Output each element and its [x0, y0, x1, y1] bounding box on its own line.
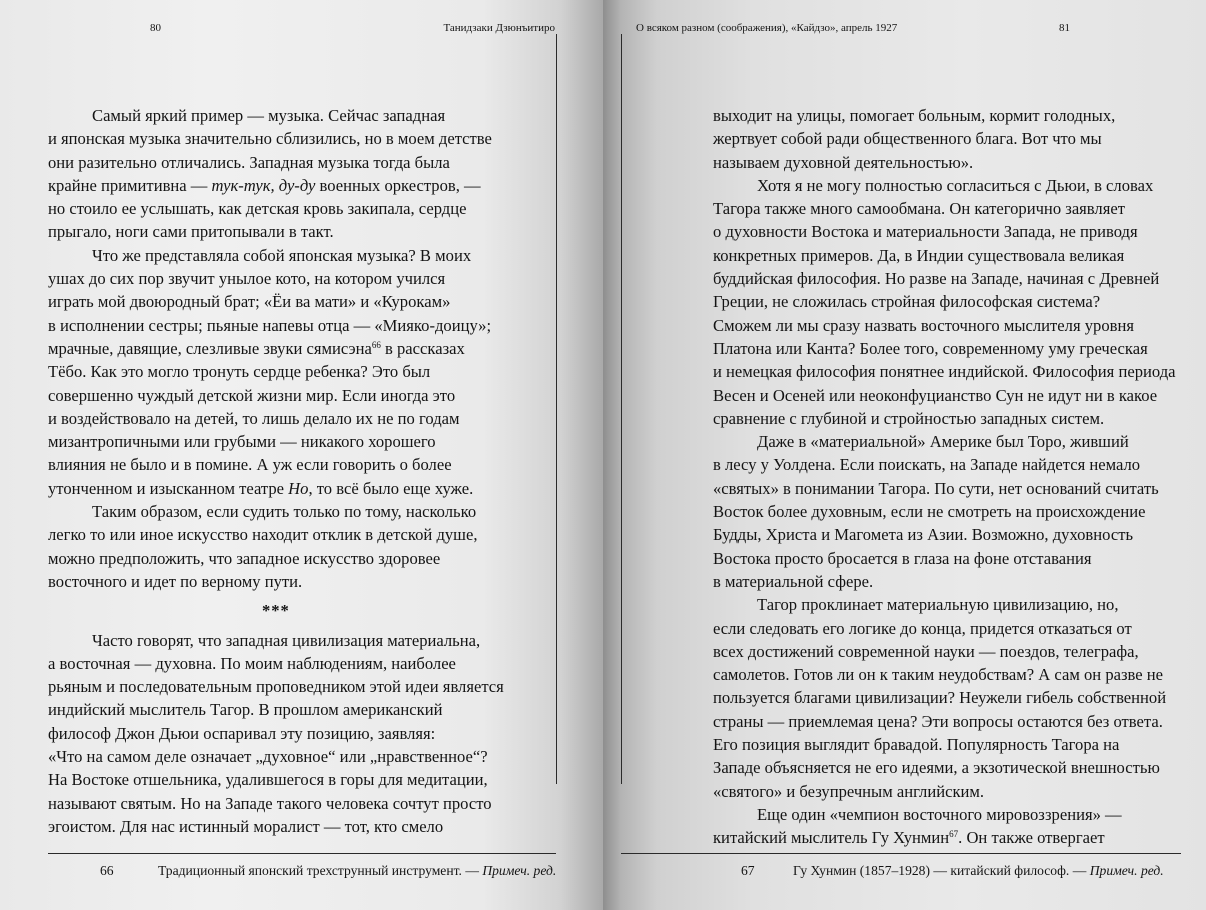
right-footnote-text: Гу Хунмин (1857–1928) — китайский философ. — — [793, 863, 1090, 878]
text-line: Часто говорят, что западная цивилизация материальна, — [92, 630, 481, 650]
text-line: в лесу у Уолдена. Если поискать, на Западе найдется немало — [713, 455, 1141, 475]
italic-term: тук-тук, ду-ду — [211, 175, 316, 195]
text-line — [48, 337, 504, 360]
text-line: они разительно отличались. Западная музыка тогда была — [48, 152, 450, 172]
section-separator: *** — [261, 601, 290, 621]
text-line: можно предположить, что западное искусство здоровее — [48, 548, 441, 568]
left-running-head: Танидзаки Дзюнъитиро — [443, 22, 555, 34]
left-footnote-em: Примеч. ред. — [482, 863, 557, 878]
left-body-text — [48, 104, 504, 838]
text-segment: крайне примитивна — — [48, 175, 212, 195]
text-line: всех достижений современной науки — поездов, телеграфа, — [713, 641, 1139, 661]
text-line: Тёбо. Как это могло тронуть сердце ребенка? Это был — [48, 362, 431, 382]
text-line — [48, 174, 504, 197]
text-line: Будды, Христа и Магомета из Азии. Возможно, духовность — [713, 525, 1134, 545]
text-line — [713, 826, 1176, 849]
text-line: индийский мыслитель Тагор. В прошлом американский — [48, 700, 443, 720]
left-page-number: 80 — [150, 22, 161, 34]
text-segment: . Он также отвергает — [958, 828, 1105, 848]
footnote-reference[interactable]: 66 — [371, 339, 381, 350]
text-line: Что же представляла собой японская музыка? В моих — [92, 245, 472, 265]
text-segment: китайский мыслитель Гу Хунмин — [713, 828, 950, 848]
text-line: конкретных примеров. Да, в Индии существовала великая — [713, 245, 1125, 265]
text-line — [48, 477, 504, 500]
left-footnote-text: Традиционный японский трехструнный инструмент. — — [158, 863, 483, 878]
text-line: философ Джон Дьюи оспаривал эту позицию, заявляя: — [48, 723, 436, 743]
footnote-reference[interactable]: 67 — [949, 829, 959, 840]
text-line: жертвует собой ради общественного блага. Вот что мы — [713, 129, 1102, 149]
text-line: рьяным и последовательным проповедником этой идеи является — [48, 677, 504, 697]
text-line: восточного и идет по верному пути. — [48, 571, 303, 591]
right-footnote-rule — [621, 853, 1181, 854]
left-footnote-number: 66 — [100, 863, 114, 878]
text-line: эгоистом. Для нас истинный моралист — тот, кто смело — [48, 816, 444, 836]
text-line: Западе объясняется не его идеями, а экзотической внешностью — [713, 758, 1160, 778]
text-line: а восточная — духовна. По моим наблюдениям, наиболее — [48, 653, 456, 673]
text-line: Тагора также много самообмана. Он категорично заявляет — [713, 199, 1125, 219]
text-line: Востока просто бросается в глаза на фоне отставания — [713, 548, 1092, 568]
text-line: мизантропичными или грубыми — никакого хорошего — [48, 432, 436, 452]
text-line: прыгало, ноги сами притопывали в такт. — [48, 222, 334, 242]
text-line: выходит на улицы, помогает больным, кормит голодных, — [713, 106, 1116, 125]
text-line: легко то или иное искусство находит отклик в детской душе, — [48, 525, 478, 545]
text-line: если следовать его логике до конца, придется отказаться от — [713, 618, 1132, 638]
text-line: и немецкая философия понятнее индийской. Философия периода — [713, 362, 1176, 382]
text-segment: в рассказах — [380, 338, 465, 358]
text-line: Платона или Канта? Более того, современному уму греческая — [713, 338, 1148, 358]
right-footnote — [793, 862, 1164, 880]
right-footnote-number: 67 — [741, 863, 755, 878]
text-line: страны — приемлемая цена? Эти вопросы остаются без ответа. — [713, 711, 1163, 731]
text-line: сравнение с глубиной и стройностью западных систем. — [713, 408, 1105, 428]
text-line: «святого» и безупречным английским. — [713, 781, 985, 801]
text-line: пользуется благами цивилизации? Неужели гибель собственной — [713, 688, 1167, 708]
text-segment: мрачные, давящие, слезливые звуки сямисэна — [48, 338, 372, 358]
right-running-head: О всяком разном (соображения), «Кайдзо», апрель 1927 — [636, 22, 898, 34]
right-footnote-em: Примеч. ред. — [1089, 863, 1164, 878]
left-footnote — [158, 862, 556, 880]
left-footnote-rule — [48, 853, 556, 854]
text-line: Таким образом, если судить только по тому, насколько — [92, 502, 477, 522]
right-page — [603, 0, 1206, 910]
text-line: играть мой двоюродный брат; «Ёи ва мати» и «Курокам» — [48, 292, 451, 312]
text-segment: , то всё было еще хуже. — [308, 478, 474, 498]
italic-term: Но — [288, 478, 309, 498]
text-line: На Востоке отшельника, удалившегося в горы для медитации, — [48, 770, 488, 790]
text-line: ушах до сих пор звучит унылое кото, на котором учился — [48, 269, 446, 289]
text-line: Его позиция выглядит бравадой. Популярность Тагора на — [713, 735, 1120, 755]
text-line: Весен и Осеней или неоконфуцианство Сун не идут ни в какое — [713, 385, 1158, 405]
text-line: «Что на самом деле означает „духовное“ или „нравственное“? — [48, 747, 488, 767]
text-line: называем духовной деятельностью». — [713, 152, 974, 172]
text-segment: военных оркестров, — — [315, 175, 481, 195]
text-line: и японская музыка значительно сблизились, но в моем детстве — [48, 129, 492, 149]
text-line: совершенно чуждый детской жизни мир. Если иногда это — [48, 385, 456, 405]
right-margin-rule — [621, 34, 622, 784]
text-line: Сможем ли мы сразу назвать восточного мыслителя уровня — [713, 315, 1134, 335]
text-line: влияния не было и в помине. А уж если говорить о более — [48, 455, 452, 475]
text-line: называют святым. Но на Западе такого человека сочтут просто — [48, 793, 492, 813]
text-line: Восток более духовным, если не смотреть на происхождение — [713, 502, 1146, 522]
text-line: в исполнении сестры; пьяные напевы отца — «Мияко-доицу»; — [48, 315, 492, 335]
text-line: самолетов. Готов ли он к таким неудобствам? А сам он разве не — [713, 665, 1164, 685]
left-margin-rule — [556, 34, 557, 784]
right-body-text — [713, 104, 1176, 850]
text-line: Еще один «чемпион восточного мировоззрения» — — [757, 804, 1122, 824]
text-line: Хотя я не могу полностью согласиться с Дьюи, в словах — [757, 175, 1154, 195]
text-line: в материальной сфере. — [713, 571, 874, 591]
text-line: о духовности Востока и материальности Запада, не приводя — [713, 222, 1138, 242]
text-line: Самый яркий пример — музыка. Сейчас западная — [92, 106, 446, 125]
text-segment: утонченном и изысканном театре — [48, 478, 289, 498]
text-line: и воздействовало на детей, то лишь делало их не по годам — [48, 408, 460, 428]
text-line: Греции, не сложилась стройная философская система? — [713, 292, 1101, 312]
text-line: «святых» в понимании Тагора. По сути, нет оснований считать — [713, 478, 1159, 498]
text-line: Тагор проклинает материальную цивилизацию, но, — [757, 595, 1119, 615]
text-line: Даже в «материальной» Америке был Торо, живший — [757, 432, 1129, 452]
text-line: буддийская философия. Но разве на Западе, начиная с Древней — [713, 269, 1160, 289]
right-page-number: 81 — [1059, 22, 1070, 34]
text-line: но стоило ее услышать, как детская кровь закипала, сердце — [48, 199, 467, 219]
